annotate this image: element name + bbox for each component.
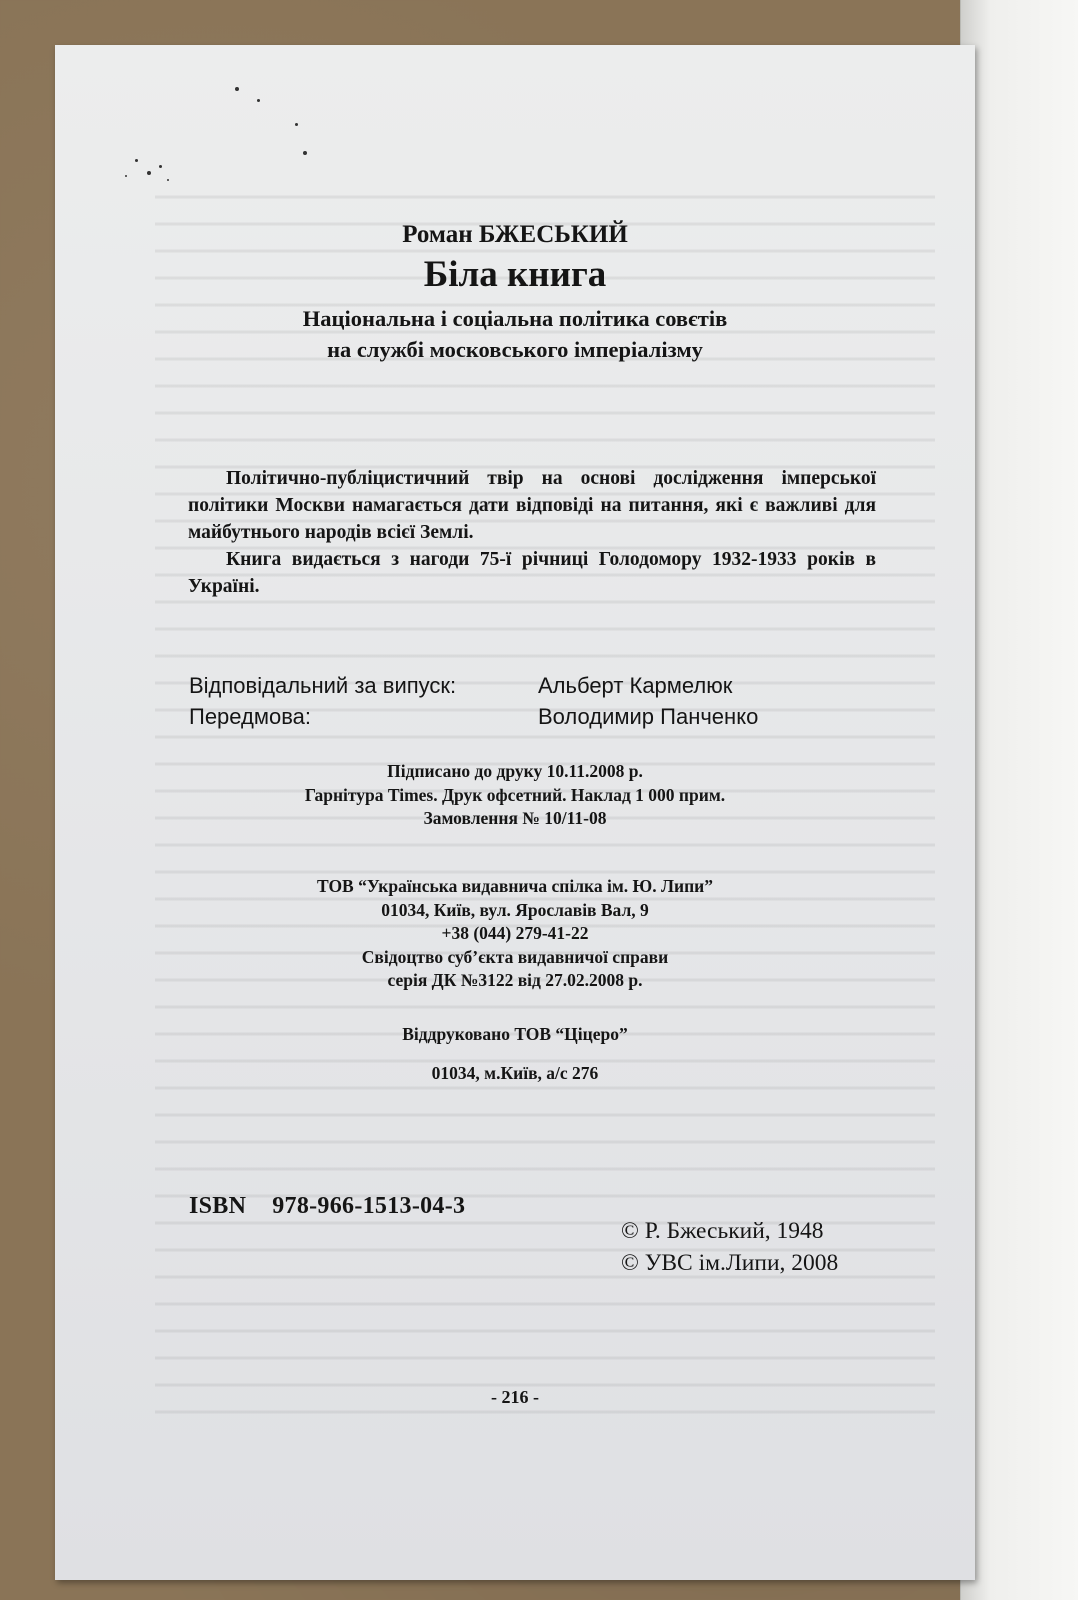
printer-info <box>55 1023 975 1085</box>
copyright-line: © УВС ім.Липи, 2008 <box>621 1250 839 1276</box>
isbn-number: 978-966-1513-04-3 <box>272 1193 466 1219</box>
printer-line: 01034, м.Київ, а/с 276 <box>431 1062 599 1083</box>
book-page <box>55 45 975 1580</box>
print-info-line: Підписано до друку 10.11.2008 р. <box>387 761 643 781</box>
book-author: Роман БЖЕСЬКИЙ <box>402 221 628 248</box>
ink-speckles <box>95 75 335 215</box>
subtitle-line: на службі московського імперіалізму <box>327 337 703 362</box>
credit-label: Передмова: <box>189 704 312 729</box>
credit-row-editor <box>189 670 889 701</box>
publisher-line: ТОВ “Українська видавнича спілка ім. Ю. Липи” <box>317 876 713 896</box>
credit-value: Володимир Панченко <box>538 704 759 729</box>
publisher-line: +38 (044) 279-41-22 <box>441 923 589 943</box>
print-info-line: Гарнітура Times. Друк офсетний. Наклад 1 000 прим. <box>304 784 726 805</box>
annotation-paragraph: Політично-публіцистичний твір на основі дослідження імперської політики Москви намагається дати відповіді на питання, які є важливі для майбутнього народів всієї Землі. <box>188 468 876 543</box>
adjacent-page-edge <box>960 0 1078 1600</box>
book-subtitle <box>55 303 975 365</box>
book-annotation <box>188 465 876 600</box>
print-info-line: Замовлення № 10/11-08 <box>423 808 607 828</box>
copyright-line: © Р. Бжеський, 1948 <box>621 1218 824 1244</box>
print-info <box>55 760 975 831</box>
publisher-line: серія ДК №3122 від 27.02.2008 р. <box>387 970 643 990</box>
publisher-info <box>55 875 975 993</box>
copyright <box>621 1215 838 1279</box>
publisher-line: 01034, Київ, вул. Ярославів Вал, 9 <box>381 899 649 920</box>
credit-label: Відповідальний за випуск: <box>189 673 457 698</box>
printer-line: Віддруковано ТОВ “Ціцеро” <box>402 1024 628 1044</box>
credits <box>189 670 889 732</box>
subtitle-line: Національна і соціальна політика совєтів <box>302 306 728 331</box>
isbn <box>189 1193 465 1220</box>
page-number: - 216 - <box>491 1387 539 1407</box>
isbn-label: ISBN <box>189 1193 247 1219</box>
publisher-line: Свідоцтво суб’єкта видавничої справи <box>361 946 669 967</box>
credit-value: Альберт Кармелюк <box>538 673 733 698</box>
book-title: Біла книга <box>423 254 607 295</box>
annotation-paragraph: Книга видається з нагоди 75-ї річниці Голодомору 1932-1933 років в Україні. <box>188 549 876 597</box>
credit-row-foreword <box>189 701 889 732</box>
